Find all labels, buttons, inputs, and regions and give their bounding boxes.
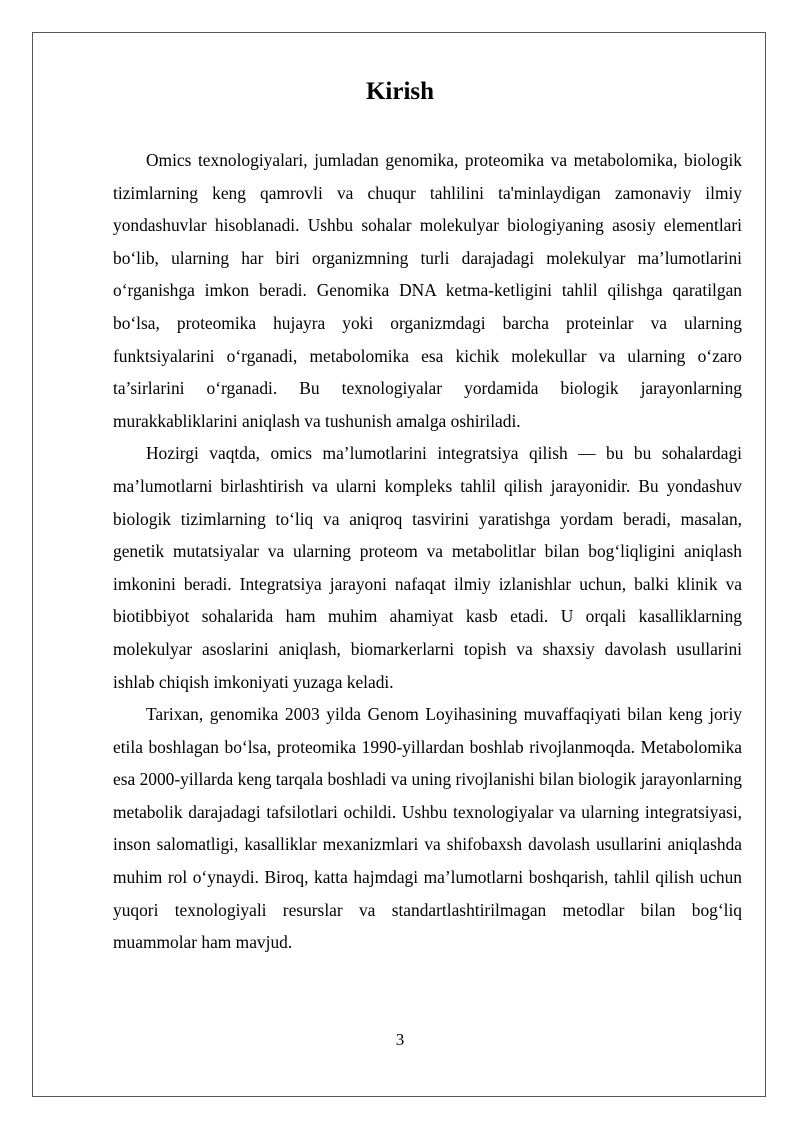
page-title: Kirish [365, 78, 435, 105]
paragraph-3: Tarixan, genomika 2003 yilda Genom Loyihasining muvaffaqiyati bilan keng joriy etila boshlagan bo‘lsa, proteomika 1990-yillardan boshlab rivojlanmoqda. Metabolomika esa 2000-yillarda keng tarqala boshladi va uning rivojlanishi bilan biologik jarayonlarning metabolik darajadagi tafsilotlari ochildi. Ushbu texnologiyalar va ularning integratsiyasi, inson salomatligi, kasalliklar mexanizmlari va shifobaxsh davolash usullarini aniqlashda muhim rol o‘ynaydi. Biroq, katta hajmdagi ma’lumotlarni boshqarish, tahlil qilish uchun yuqori texnologiyali resurslar va standartlashtirilmagan metodlar bilan bog‘liq muammolar ham mavjud. [113, 704, 742, 953]
page-number: 3 [395, 1030, 405, 1049]
paragraph-2: Hozirgi vaqtda, omics ma’lumotlarini integratsiya qilish — bu bu sohalardagi ma’lumotlarni birlashtirish va ularni kompleks tahlil qilish jarayonidir. Bu yondashuv biologik tizimlarning to‘liq va aniqroq tasvirini yaratishga yordam beradi, masalan, genetik mutatsiyalar va ularning proteom va metabolitlar bilan bog‘liqligini aniqlash imkonini beradi. Integratsiya jarayoni nafaqat ilmiy izlanishlar uchun, balki klinik va biotibbiyot sohalarida ham muhim ahamiyat kasb etadi. U orqali kasalliklarning molekulyar asoslarini aniqlash, biomarkerlarni topish va shaxsiy davolash usullarini ishlab chiqish imkoniyati yuzaga keladi. [113, 443, 742, 692]
paragraph-1: Omics texnologiyalari, jumladan genomika, proteomika va metabolomika, biologik tizimlarning keng qamrovli va chuqur tahlilini ta'minlaydigan zamonaviy ilmiy yondashuvlar hisoblanadi. Ushbu sohalar molekulyar biologiyaning asosiy elementlari bo‘lib, ularning har biri organizmning turli darajadagi molekulyar ma’lumotlarini o‘rganishga imkon beradi. Genomika DNA ketma-ketligini tahlil qilishga qaratilgan bo‘lsa, proteomika hujayra yoki organizmdagi barcha proteinlar va ularning funktsiyalarini o‘rganadi, metabolomika esa kichik molekullar va ularning o‘zaro ta’sirlarini o‘rganadi. Bu texnologiyalar yordamida biologik jarayonlarning murakkabliklarini aniqlash va tushunish amalga oshiriladi. [113, 150, 742, 431]
body-text [113, 144, 742, 959]
